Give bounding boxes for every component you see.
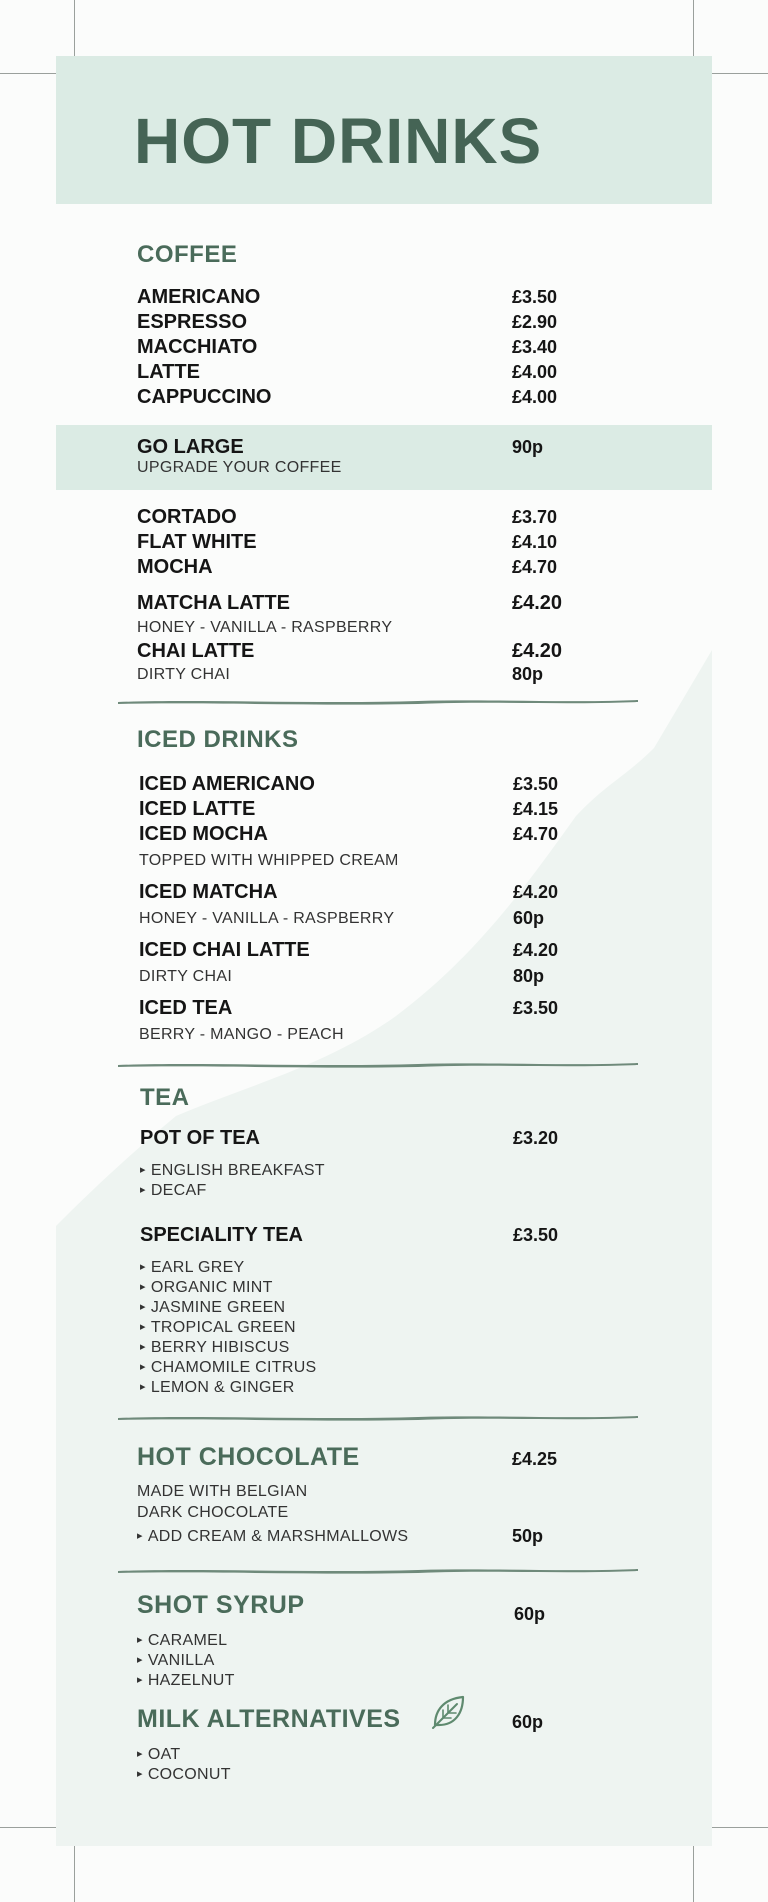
option-item: ▸ CHAMOMILE CITRUS bbox=[140, 1359, 317, 1377]
brush-divider bbox=[118, 698, 638, 706]
brush-divider bbox=[118, 1061, 638, 1069]
menu-item-price: £3.40 bbox=[512, 337, 558, 357]
menu-item-sub-price: 60p bbox=[513, 908, 545, 928]
menu-item-name: FLAT WHITE bbox=[137, 531, 257, 553]
menu-item-price: £3.50 bbox=[513, 774, 559, 794]
menu-item-name: ICED LATTE bbox=[139, 798, 256, 820]
menu-page bbox=[56, 56, 712, 1846]
section-heading-hot-chocolate: HOT CHOCOLATE bbox=[137, 1443, 360, 1471]
section-heading-tea: TEA bbox=[140, 1084, 190, 1111]
menu-item-price: £2.90 bbox=[512, 312, 558, 332]
leaf-icon bbox=[429, 1693, 467, 1731]
menu-item-name: ICED AMERICANO bbox=[139, 773, 315, 795]
crop-mark bbox=[74, 1846, 75, 1902]
option-item: ▸ ENGLISH BREAKFAST bbox=[140, 1162, 325, 1180]
milk-alternatives-price: 60p bbox=[512, 1712, 544, 1732]
brush-divider bbox=[118, 1414, 638, 1422]
hot-chocolate-addon: ▸ ADD CREAM & MARSHMALLOWS bbox=[137, 1528, 408, 1546]
menu-item-name: CAPPUCCINO bbox=[137, 386, 272, 408]
crop-mark bbox=[0, 1827, 56, 1828]
menu-item-sub-price: 80p bbox=[512, 664, 544, 684]
hot-chocolate-addon-price: 50p bbox=[512, 1526, 544, 1546]
crop-mark bbox=[693, 0, 694, 56]
menu-item-sub: TOPPED WITH WHIPPED CREAM bbox=[139, 852, 399, 869]
option-item: ▸ EARL GREY bbox=[140, 1259, 245, 1277]
menu-item-name: CHAI LATTE bbox=[137, 640, 255, 662]
menu-item-price: £4.00 bbox=[512, 387, 558, 407]
menu-item-price: £4.70 bbox=[513, 824, 559, 844]
crop-mark bbox=[712, 73, 768, 74]
section-heading-iced: ICED DRINKS bbox=[137, 726, 299, 753]
menu-item-price: £3.50 bbox=[513, 998, 559, 1018]
option-item: ▸ TROPICAL GREEN bbox=[140, 1319, 296, 1337]
option-item: ▸ COCONUT bbox=[137, 1766, 231, 1784]
menu-item-sub: HONEY - VANILLA - RASPBERRY bbox=[139, 910, 395, 927]
section-heading-milk-alternatives: MILK ALTERNATIVES bbox=[137, 1705, 401, 1733]
menu-item-name: SPECIALITY TEA bbox=[140, 1224, 303, 1246]
go-large-label: GO LARGE bbox=[137, 436, 244, 458]
menu-item-price: £4.10 bbox=[512, 532, 558, 552]
menu-item-price: £4.15 bbox=[513, 799, 559, 819]
hot-chocolate-price: £4.25 bbox=[512, 1449, 558, 1469]
menu-item-price: £4.00 bbox=[512, 362, 558, 382]
menu-item-name: ICED CHAI LATTE bbox=[139, 939, 310, 961]
option-item: ▸ JASMINE GREEN bbox=[140, 1299, 285, 1317]
crop-mark bbox=[74, 0, 75, 56]
crop-mark bbox=[693, 1846, 694, 1902]
menu-item-name: ESPRESSO bbox=[137, 311, 248, 333]
option-item: ▸ DECAF bbox=[140, 1182, 207, 1200]
section-heading-coffee: COFFEE bbox=[137, 241, 238, 268]
option-item: ▸ CARAMEL bbox=[137, 1632, 227, 1650]
menu-item-price: £3.20 bbox=[513, 1128, 559, 1148]
menu-item-sub: DIRTY CHAI bbox=[139, 968, 233, 985]
crop-mark bbox=[712, 1827, 768, 1828]
menu-item-name: ICED MATCHA bbox=[139, 881, 278, 903]
menu-item-price: £4.20 bbox=[513, 882, 559, 902]
menu-item-price: £3.50 bbox=[512, 287, 558, 307]
page-title: HOT DRINKS bbox=[134, 105, 543, 177]
option-item: ▸ OAT bbox=[137, 1746, 180, 1764]
menu-item-price: £4.20 bbox=[512, 592, 563, 614]
menu-item-name: ICED TEA bbox=[139, 997, 233, 1019]
menu-item-name: MATCHA LATTE bbox=[137, 592, 290, 614]
menu-item-name: AMERICANO bbox=[137, 286, 261, 308]
option-item: ▸ LEMON & GINGER bbox=[140, 1379, 295, 1397]
menu-item-price: £3.50 bbox=[513, 1225, 559, 1245]
menu-item-price: £3.70 bbox=[512, 507, 558, 527]
go-large-sub: UPGRADE YOUR COFFEE bbox=[137, 459, 342, 476]
hot-chocolate-sub-line2: DARK CHOCOLATE bbox=[137, 1504, 289, 1521]
option-item: ▸ HAZELNUT bbox=[137, 1672, 235, 1690]
option-item: ▸ BERRY HIBISCUS bbox=[140, 1339, 290, 1357]
option-item: ▸ ORGANIC MINT bbox=[140, 1279, 273, 1297]
option-item: ▸ VANILLA bbox=[137, 1652, 215, 1670]
hot-chocolate-sub-line1: MADE WITH BELGIAN bbox=[137, 1483, 308, 1500]
section-heading-shot-syrup: SHOT SYRUP bbox=[137, 1591, 305, 1619]
menu-item-name: POT OF TEA bbox=[140, 1127, 260, 1149]
menu-item-sub: DIRTY CHAI bbox=[137, 666, 231, 683]
shot-syrup-price: 60p bbox=[514, 1604, 546, 1624]
menu-item-name: MOCHA bbox=[137, 556, 213, 578]
brush-divider bbox=[118, 1567, 638, 1575]
menu-item-sub: BERRY - MANGO - PEACH bbox=[139, 1026, 344, 1043]
menu-item-price: £4.20 bbox=[512, 640, 563, 662]
crop-mark bbox=[0, 73, 56, 74]
menu-item-sub: HONEY - VANILLA - RASPBERRY bbox=[137, 619, 393, 636]
menu-item-price: £4.70 bbox=[512, 557, 558, 577]
menu-item-sub-price: 80p bbox=[513, 966, 545, 986]
go-large-price: 90p bbox=[512, 437, 544, 457]
menu-item-name: ICED MOCHA bbox=[139, 823, 268, 845]
menu-item-price: £4.20 bbox=[513, 940, 559, 960]
menu-item-name: MACCHIATO bbox=[137, 336, 258, 358]
menu-item-name: LATTE bbox=[137, 361, 200, 383]
menu-item-name: CORTADO bbox=[137, 506, 237, 528]
